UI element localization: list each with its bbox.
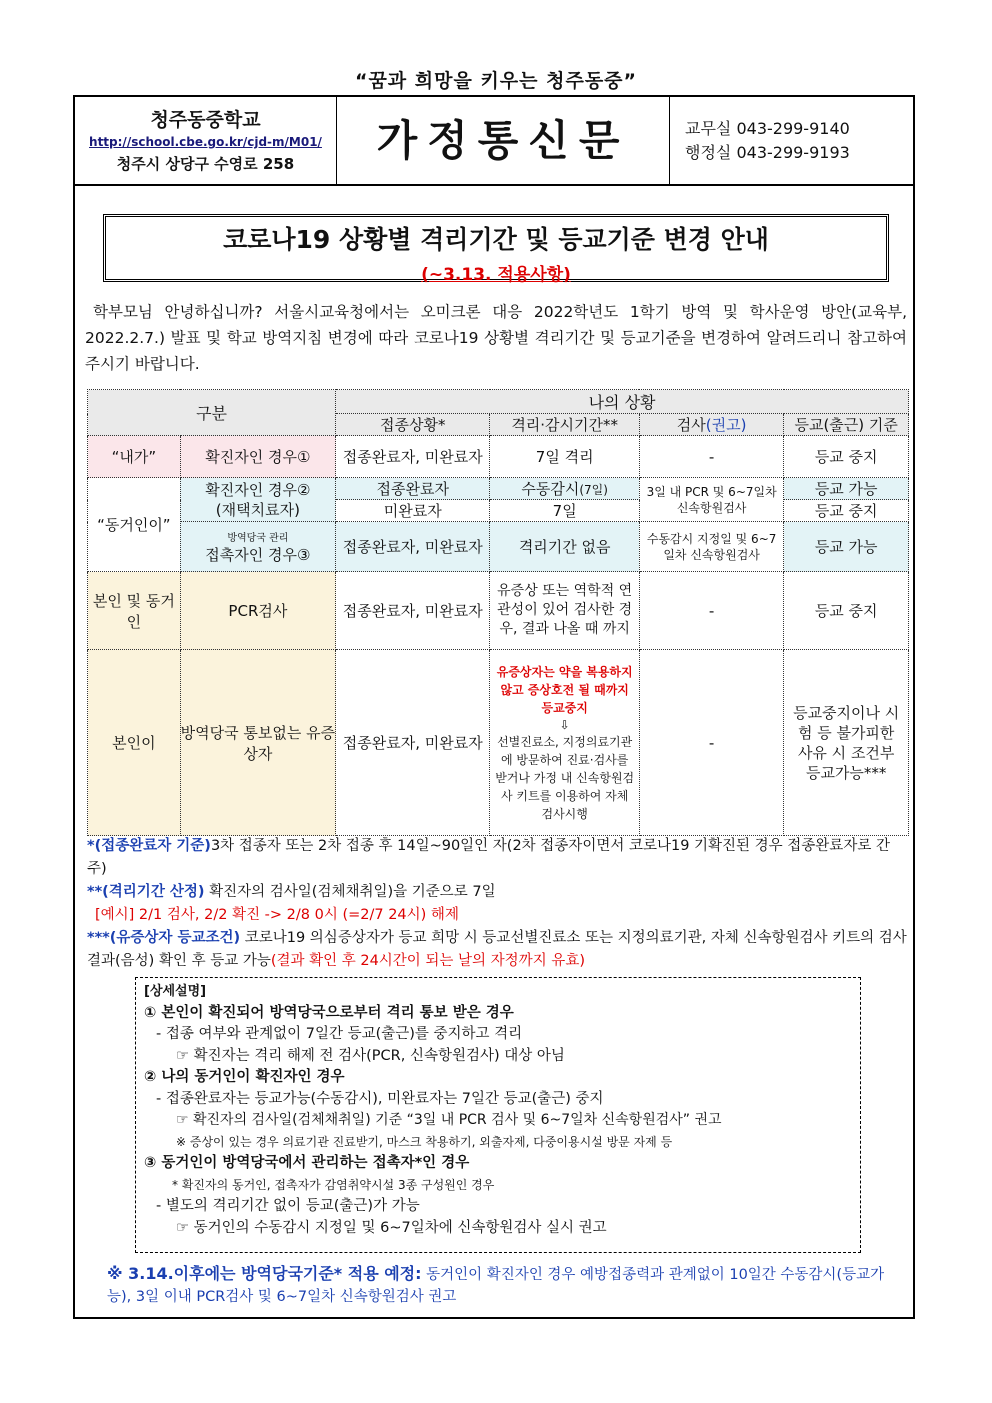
note-isolation-text: 확진자의 검사일(검체채취일)을 기준으로 7일	[209, 884, 496, 900]
row5-category: 본인이	[88, 650, 181, 836]
detail-s3-b: - 별도의 격리기간 없이 등교(출근)가 가능	[156, 1198, 420, 1214]
note-vaccination-text: 3차 접종자 또는 2차 접종 후 14일~90일인 자(2차 접종자이면서 코로나19 기확진된 경우 접종완료자로 간주)	[87, 838, 890, 877]
row4-situation: PCR검사	[180, 572, 335, 650]
intro-text: 학부모님 안녕하십니까? 서울시교육청에서는 오미크론 대응 2022학년도 1학기 방역 및 학사운영 방안(교육부, 2022.2.7.) 발표 및 학교 방역지침 변경에 따라 코로나19 상황별 격리기간 및 등교기준을 변경하여 알려드리니 참고하여주시기 바랍니다.	[85, 303, 907, 373]
row5-school: 등교중지이나 시험 등 불가피한 사유 시 조건부 등교가능***	[784, 650, 909, 836]
row3-situation-text: 접촉자인 경우③	[205, 545, 311, 564]
note-isolation-mark: **(격리기간 산정)	[87, 884, 205, 900]
detail-s1-a: - 접종 여부와 관계없이 7일간 등교(출근)를 중지하고 격리	[156, 1026, 523, 1042]
school-info	[75, 97, 337, 184]
school-address: 청주시 상당구 수영로 258	[116, 155, 295, 173]
slogan: “꿈과 희망을 키우는 청주동중”	[354, 70, 638, 92]
note-example: [예시] 2/1 검사, 2/2 확진 -> 2/8 0시 (=2/7 24시) 해제	[95, 907, 459, 923]
row3-isolation: 격리기간 없음	[490, 522, 639, 572]
final-notice	[107, 1263, 897, 1308]
row2-isolation-b: 7일	[490, 500, 639, 522]
row5-situation: 방역당국 통보없는 유증상자	[180, 650, 335, 836]
row2-isolation-a-text: 수동감시	[521, 480, 580, 498]
notice-subtitle: (~3.13. 적용사항)	[421, 265, 571, 285]
detail-s2-c: ※ 증상이 있는 경우 의료기관 진료받기, 마스크 착용하기, 외출자제, 다중이용시설 방문 자제 등	[176, 1134, 673, 1149]
row1-isolation: 7일 격리	[490, 436, 639, 478]
row2-vaccination-b: 미완료자	[336, 500, 490, 522]
note-symptomatic-text: 코로나19 의심증상자가 등교 희망 시 등교선별진료소 또는 지정의료기관, 자체 신속항원검사 키트의 검사 결과(음성) 확인 후 등교 가능	[87, 930, 907, 969]
row5-vaccination: 접종완료자, 미완료자	[336, 650, 490, 836]
phone-admin: 행정실 043-299-9193	[685, 143, 850, 162]
note-symptomatic	[87, 927, 909, 973]
note-vaccination-mark: *(접종완료자 기준)	[87, 838, 211, 854]
row2-school-b: 등교 중지	[784, 500, 909, 522]
row2-test: 3일 내 PCR 및 6~7일차 신속항원검사	[639, 478, 783, 522]
row2-situation-line2: (재택치료자)	[215, 500, 300, 519]
row5-isolation-arrow: ⇩	[559, 717, 570, 732]
row1-vaccination: 접종완료자, 미완료자	[336, 436, 490, 478]
col-test-note: (권고)	[705, 416, 747, 434]
row1-test: -	[639, 436, 783, 478]
detail-s1-b: ☞ 확진자는 격리 해제 전 검사(PCR, 신속항원검사) 대상 아님	[176, 1047, 565, 1064]
final-notice-text: 동거인이 확진자인 경우 예방접종력과 관계없이 10일간 수동감시(등교가능), 3일 이내 PCR검사 및 6~7일차 신속항원검사 권고	[107, 1267, 885, 1305]
notice-title: 코로나19 상황별 격리기간 및 등교기준 변경 안내	[223, 225, 769, 254]
intro-paragraph	[85, 299, 907, 377]
row2-vaccination-a: 접종완료자	[336, 478, 490, 500]
col-my-situation: 나의 상황	[336, 390, 909, 414]
row1-category: “내가”	[88, 436, 181, 478]
row2-situation	[180, 478, 335, 522]
row2-school-a: 등교 가능	[784, 478, 909, 500]
row2-category: “동거인이”	[88, 478, 181, 572]
row5-isolation	[490, 650, 639, 836]
detail-label: [상세설명]	[144, 984, 207, 999]
page-title: 가정통신문	[337, 97, 670, 184]
row5-test: -	[639, 650, 783, 836]
row3-school: 등교 가능	[784, 522, 909, 572]
row1-school: 등교 중지	[784, 436, 909, 478]
detail-box	[135, 977, 861, 1253]
row4-category: 본인 및 동거인	[88, 572, 181, 650]
note-symptomatic-red: (결과 확인 후 24시간이 되는 날의 자정까지 유효)	[270, 953, 585, 969]
letterhead	[75, 97, 913, 185]
col-test-label: 검사	[676, 416, 706, 434]
school-url-link[interactable]: http://school.cbe.go.kr/cjd-m/M01/	[89, 135, 322, 149]
footnotes	[87, 835, 909, 973]
note-isolation	[87, 881, 909, 904]
col-test	[639, 414, 783, 436]
final-notice-bold: ※ 3.14.이후에는 방역당국기준* 적용 예정:	[107, 1264, 422, 1283]
row5-isolation-red: 유증상자는 약을 복용하지 않고 증상호전 될 때까지 등교중지	[496, 664, 633, 715]
row4-vaccination: 접종완료자, 미완료자	[336, 572, 490, 650]
row3-situation	[180, 522, 335, 572]
detail-s1-title: ① 본인이 확진되어 방역당국으로부터 격리 통보 받은 경우	[144, 1004, 514, 1021]
note-vaccination	[87, 835, 909, 881]
detail-s3-a: * 확진자의 동거인, 접촉자가 감염취약시설 3종 구성원인 경우	[172, 1177, 495, 1192]
note-symptomatic-mark: ***(유증상자 등교조건)	[87, 930, 241, 946]
quarantine-table	[87, 389, 909, 836]
row4-isolation: 유증상 또는 역학적 연관성이 있어 검사한 경우, 결과 나올 때 까지	[490, 572, 639, 650]
notice-title-box	[103, 214, 889, 285]
row4-school: 등교 중지	[784, 572, 909, 650]
letter-frame	[73, 95, 915, 1319]
row2-isolation-a	[490, 478, 639, 500]
col-isolation: 격리·감시기간**	[490, 414, 639, 436]
contact-info	[685, 117, 850, 165]
row3-test: 수동감시 지정일 및 6~7일차 신속항원검사	[639, 522, 783, 572]
detail-s2-a: - 접종완료자는 등교가능(수동감시), 미완료자는 7일간 등교(출근) 중지	[156, 1090, 604, 1107]
row3-vaccination: 접종완료자, 미완료자	[336, 522, 490, 572]
detail-s3-title: ③ 동거인이 방역당국에서 관리하는 접촉자*인 경우	[144, 1155, 470, 1171]
row1-situation: 확진자인 경우①	[180, 436, 335, 478]
col-school: 등교(출근) 기준	[784, 414, 909, 436]
row2-situation-line1: 확진자인 경우②	[205, 480, 311, 499]
detail-s2-b: ☞ 확진자의 검사일(검체채취일) 기준 “3일 내 PCR 검사 및 6~7일차 신속항원검사” 권고	[176, 1112, 722, 1128]
row3-situation-small: 방역당국 관리	[227, 532, 289, 544]
row4-test: -	[639, 572, 783, 650]
col-vaccination: 접종상황*	[336, 414, 490, 436]
detail-s2-title: ② 나의 동거인이 확진자인 경우	[144, 1069, 345, 1085]
divider	[75, 185, 913, 186]
col-category: 구분	[88, 390, 336, 436]
school-name: 청주동중학교	[150, 109, 261, 131]
phone-office: 교무실 043-299-9140	[685, 119, 850, 138]
row5-isolation-text: 선별진료소, 지정의료기관에 방문하여 진료·검사를 받거나 가정 내 신속항원검사 키트를 이용하여 자체 검사시행	[495, 734, 635, 821]
detail-s3-c: ☞ 동거인의 수동감시 지정일 및 6~7일차에 신속항원검사 실시 권고	[176, 1219, 607, 1236]
row2-isolation-a-note: (7일)	[579, 483, 608, 497]
